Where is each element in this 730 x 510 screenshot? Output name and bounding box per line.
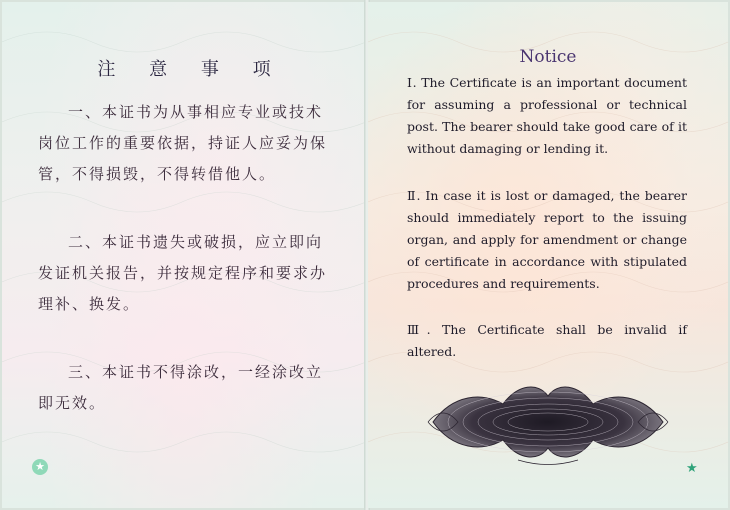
page-title: Notice bbox=[519, 47, 577, 67]
star-icon: ★ bbox=[686, 461, 698, 476]
notice-item-2: Ⅱ. In case it is lost or damaged, the bearer should immediately report to the issuing organ, and apply for amendment or change of certificate in accordance with stipulated procedures and requirements. bbox=[407, 188, 687, 291]
right-page bbox=[368, 2, 728, 508]
notice-item-1: Ⅰ. The Certificate is an important document for assuming a professional or technical post. The bearer should take good care of it without damaging or lending it. bbox=[407, 75, 687, 156]
notice-item-3: 三、本证书不得涂改，一经涂改立即无效。 bbox=[38, 363, 324, 412]
star-icon: ★ bbox=[32, 459, 48, 475]
page-title: 注 意 事 项 bbox=[97, 59, 285, 80]
notice-item-2: 二、本证书遗失或破损，应立即向发证机关报告，并按规定程序和要求办理补、换发。 bbox=[38, 233, 328, 313]
left-page bbox=[2, 2, 366, 508]
notice-item-3: Ⅲ. The Certificate shall be invalid if altered. bbox=[407, 322, 687, 359]
guilloche-seal-icon bbox=[423, 374, 673, 469]
notice-item-1: 一、本证书为从事相应专业或技术岗位工作的重要依据，持证人应妥为保管，不得损毁，不得转借他人。 bbox=[38, 103, 328, 183]
